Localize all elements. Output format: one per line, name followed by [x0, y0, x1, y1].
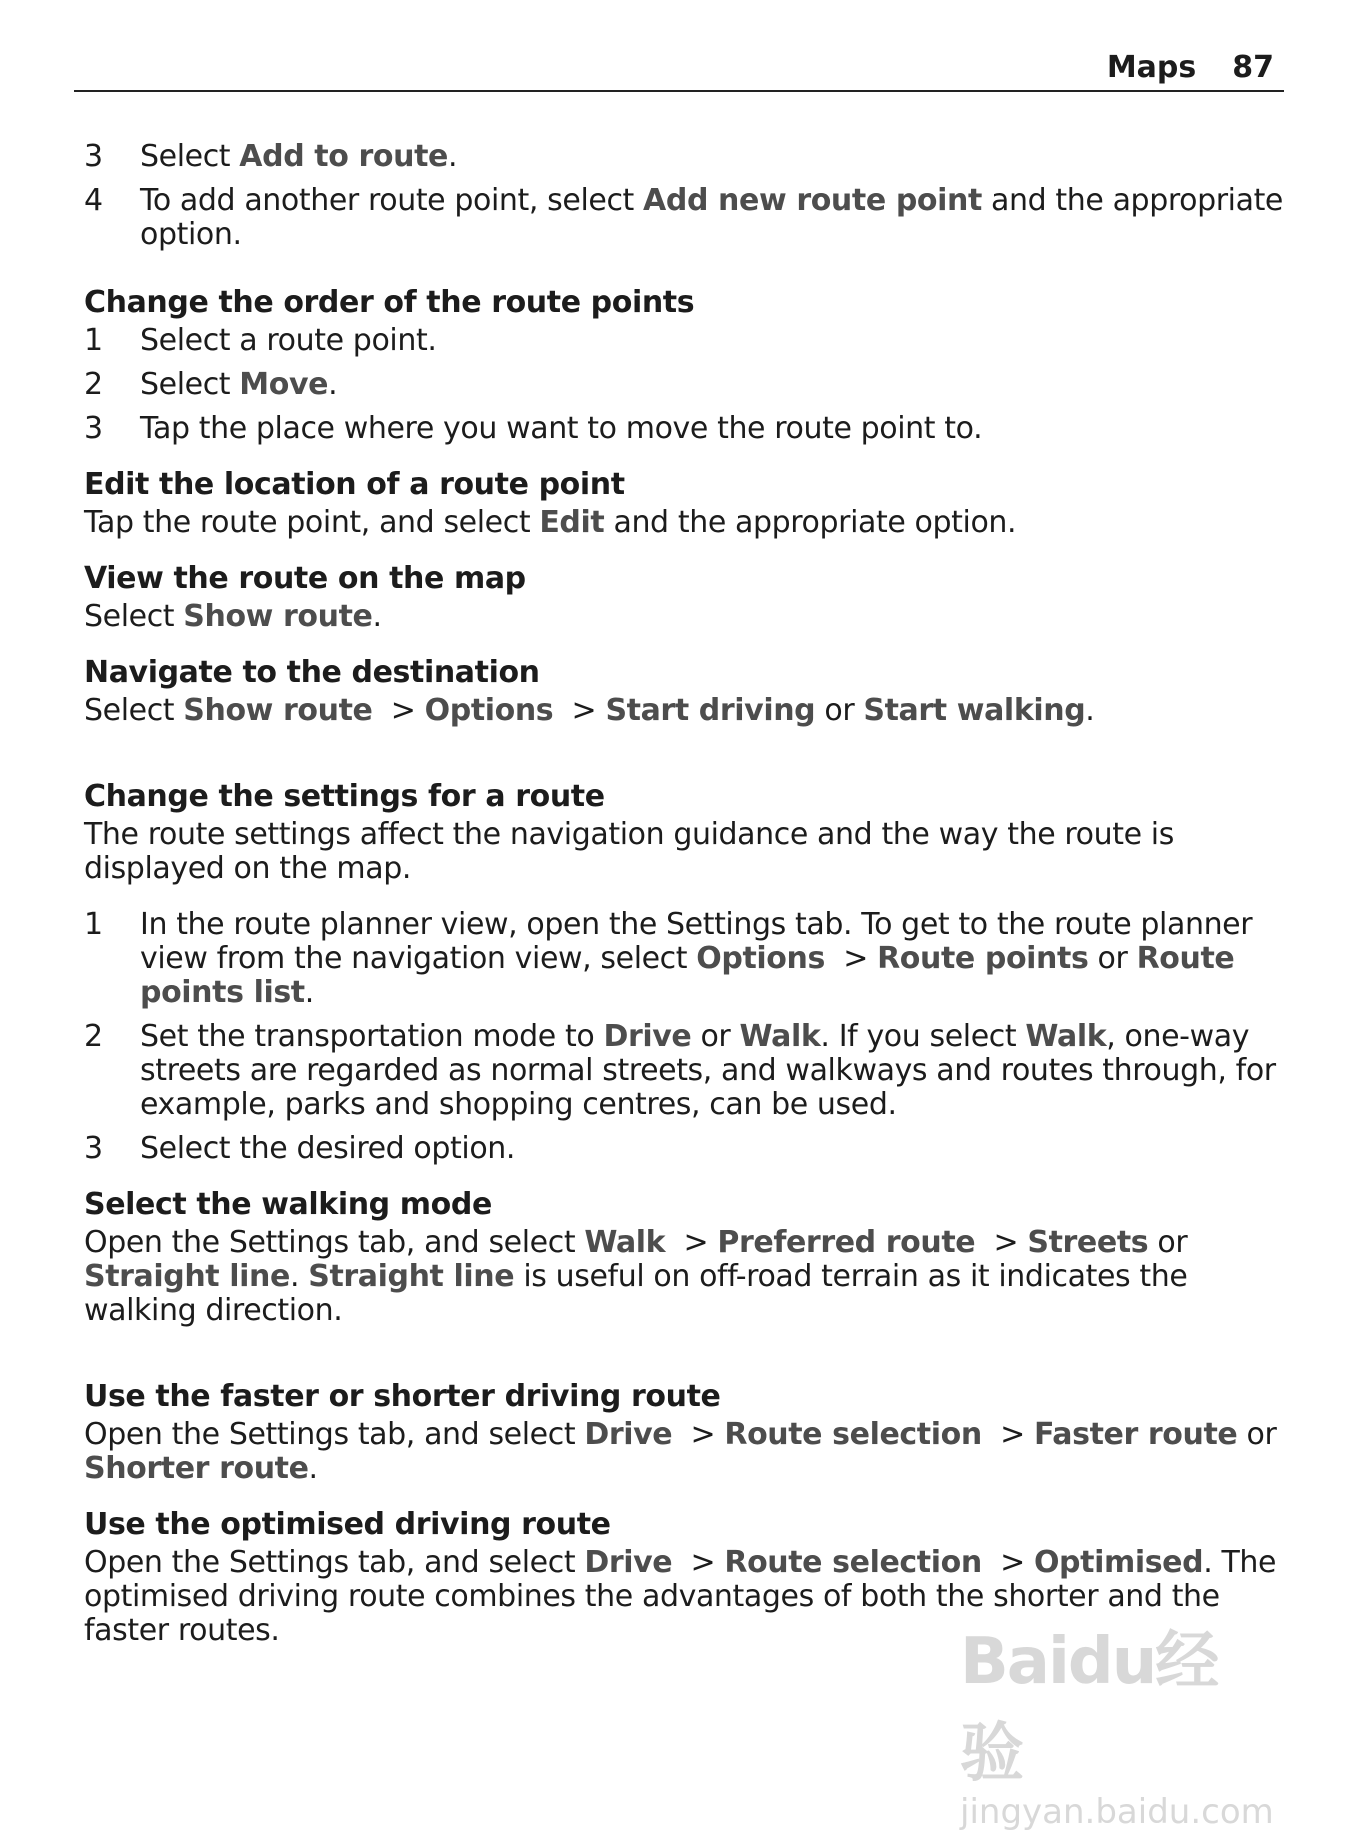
paragraph-settings: The route settings affect the navigation guidance and the way the route is displayed on the map.: [84, 817, 1174, 886]
steps-settings: [84, 908, 1284, 1166]
page-number: 87: [1232, 50, 1274, 85]
section-title: Maps: [1106, 50, 1197, 85]
list-item: 1 In the route planner view, open the Settings tab. To get to the route planner view from the navigation view, select Options > Route points or Route points list.: [84, 907, 1253, 1010]
paragraph-edit: Tap the route point, and select Edit and the appropriate option.: [84, 505, 1017, 540]
running-header: [1071, 50, 1274, 85]
steps-change-order: [84, 324, 1284, 446]
page-header: [74, 50, 1284, 92]
heading-faster-shorter: Use the faster or shorter driving route: [84, 1379, 721, 1414]
heading-edit-location: Edit the location of a route point: [84, 467, 625, 502]
watermark-logo: Baidu经验: [960, 1625, 1218, 1791]
steps-add-route: [84, 140, 1284, 252]
paragraph-walking: Open the Settings tab, and select Walk > Preferred route > Streets or Straight line. Straight line is useful on off-road terrain as it indicates the walking direction.: [84, 1225, 1188, 1328]
heading-change-order: Change the order of the route points: [84, 285, 695, 320]
paragraph-optimised: Open the Settings tab, and select Drive > Route selection > Optimised. The optimised driving route combines the advantages of both the shorter and the faster routes.: [84, 1545, 1277, 1648]
document-body: [84, 140, 1284, 1656]
paragraph-navigate: Select Show route > Options > Start driving or Start walking.: [84, 693, 1095, 728]
heading-view-route: View the route on the map: [84, 561, 526, 596]
watermark-url: jingyan.baidu.com: [960, 1792, 1274, 1832]
list-item: 3 Select Add to route.: [84, 139, 458, 174]
list-item: 4 To add another route point, select Add new route point and the appropriate option.: [84, 183, 1283, 252]
paragraph-view: Select Show route.: [84, 599, 382, 634]
heading-optimised: Use the optimised driving route: [84, 1507, 611, 1542]
list-item: 1 Select a route point.: [84, 323, 437, 358]
heading-change-settings: Change the settings for a route: [84, 779, 605, 814]
paragraph-faster-shorter: Open the Settings tab, and select Drive > Route selection > Faster route or Shorter route.: [84, 1417, 1277, 1486]
list-item: 3 Tap the place where you want to move the route point to.: [84, 411, 983, 446]
list-item: 2 Set the transportation mode to Drive or Walk. If you select Walk, one-way streets are regarded as normal streets, and walkways and routes through, for example, parks and shopping centres, can be used.: [84, 1019, 1276, 1122]
baidu-watermark: [960, 1610, 1274, 1832]
heading-walking-mode: Select the walking mode: [84, 1187, 492, 1222]
list-item: 3 Select the desired option.: [84, 1131, 516, 1166]
heading-navigate: Navigate to the destination: [84, 655, 540, 690]
list-item: 2 Select Move.: [84, 367, 338, 402]
